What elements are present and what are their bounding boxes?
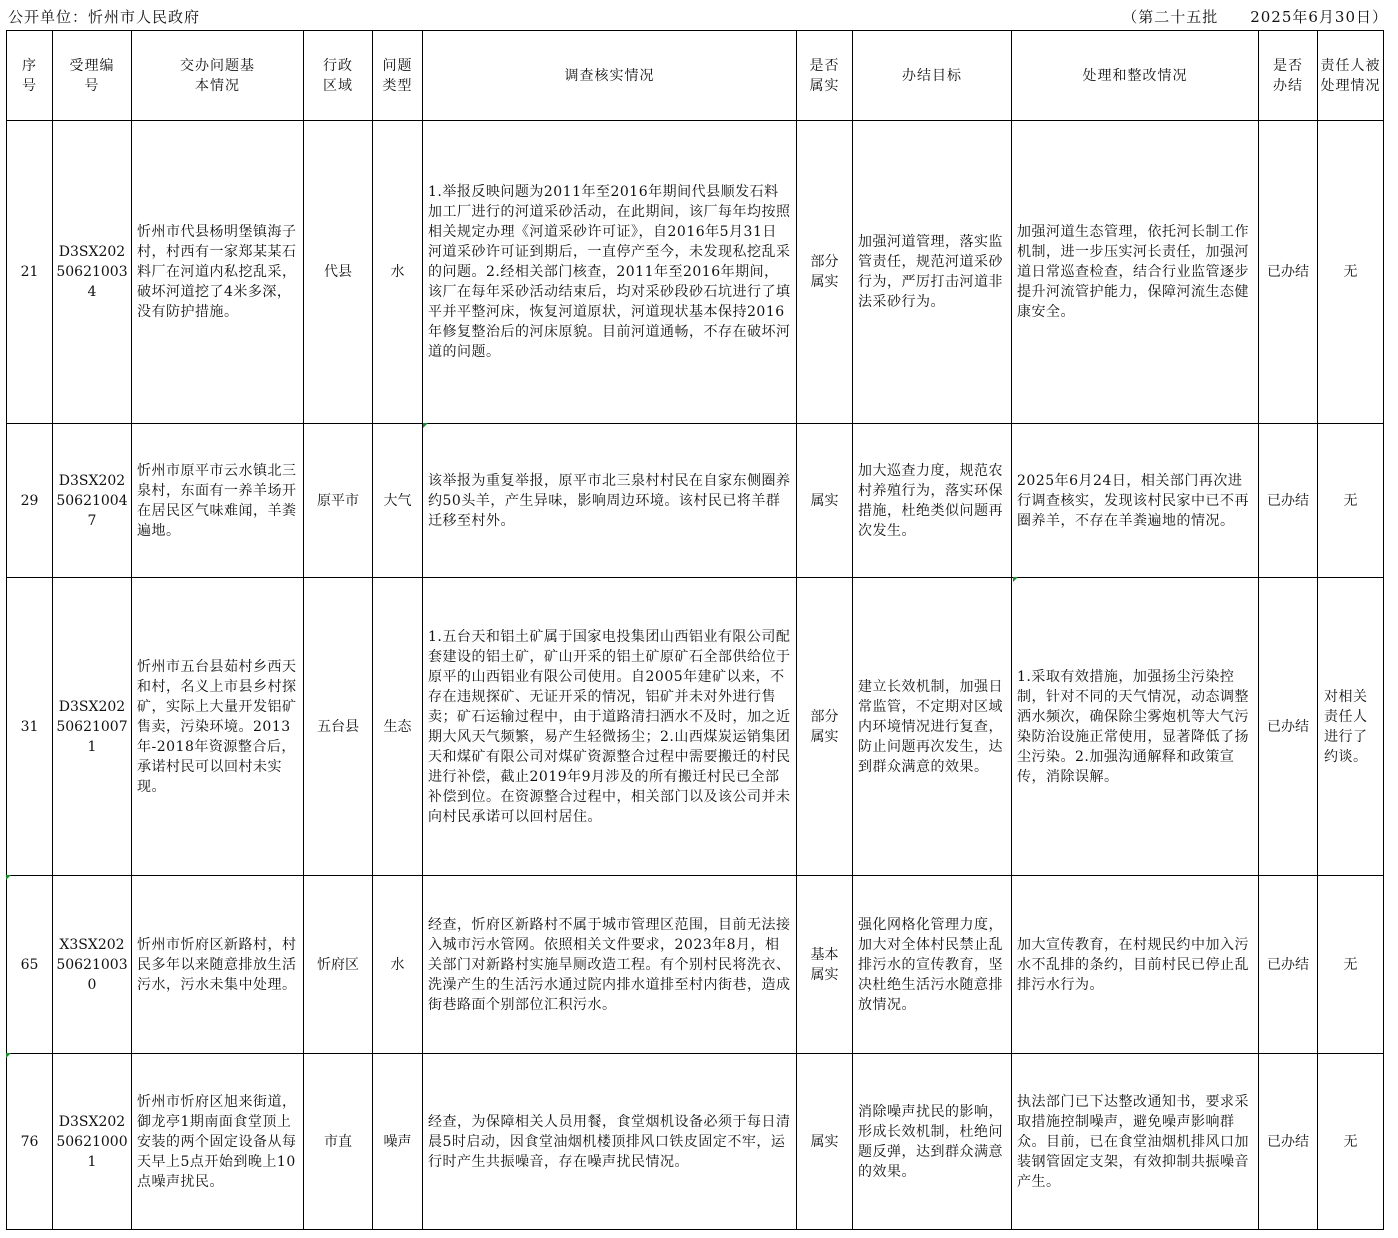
- col-accountability: 责任人被处理情况: [1318, 31, 1384, 121]
- cell-type: 生态: [373, 578, 423, 876]
- cell-investigation: 经查，为保障相关人员用餐，食堂烟机设备必须于每日清晨5时启动，因食堂油烟机楼顶排风口铁皮固定不牢，运行时产生共振噪音，存在噪声扰民情况。: [423, 1054, 797, 1230]
- cell-accountability: 无: [1318, 424, 1384, 578]
- col-type: 问题类型: [373, 31, 423, 121]
- cell-region: 代县: [304, 121, 373, 424]
- cell-problem: 忻州市原平市云水镇北三泉村，东面有一养羊场开在居民区气味难闻，羊粪遍地。: [132, 424, 304, 578]
- cell-region: 原平市: [304, 424, 373, 578]
- cell-verified: 属实: [797, 424, 853, 578]
- cell-handling: 加大宣传教育，在村规民约中加入污水不乱排的条约，目前村民已停止乱排污水行为。: [1012, 876, 1259, 1054]
- cell-handling: 加强河道生态管理，依托河长制工作机制，进一步压实河长责任，加强河道日常巡查检查，结合行业监管逐步提升河流管护能力，保障河流生态健康安全。: [1012, 121, 1259, 424]
- comment-marker: [1013, 577, 1018, 582]
- cell-verified: 部分属实: [797, 578, 853, 876]
- col-goal: 办结目标: [853, 31, 1012, 121]
- cell-seq: 65: [7, 876, 53, 1054]
- cell-goal: 加大巡查力度，规范农村养殖行为，落实环保措施，杜绝类似问题再次发生。: [853, 424, 1012, 578]
- cell-id: X3SX202506210030: [53, 876, 132, 1054]
- comment-marker: [6, 875, 11, 880]
- cell-problem: 忻州市代县杨明堡镇海子村，村西有一家郑某某石料厂在河道内私挖乱采，破坏河道挖了4米多深，没有防护措施。: [132, 121, 304, 424]
- comment-marker: [6, 1053, 11, 1058]
- col-verified: 是否属实: [797, 31, 853, 121]
- cell-goal: 强化网格化管理力度，加大对全体村民禁止乱排污水的宣传教育，坚决杜绝生活污水随意排放情况。: [853, 876, 1012, 1054]
- cell-id: D3SX202506210047: [53, 424, 132, 578]
- cell-investigation: 经查，忻府区新路村不属于城市管理区范围，目前无法接入城市污水管网。依照相关文件要求，2023年8月，相关部门对新路村实施旱厕改造工程。有个别村民将洗衣、洗澡产生的生活污水通过院内排水道排至村内街巷，造成街巷路面个别部位汇积污水。: [423, 876, 797, 1054]
- col-region: 行政区域: [304, 31, 373, 121]
- table-row: [7, 424, 1384, 578]
- cell-problem: 忻州市忻府区新路村，村民多年以来随意排放生活污水，污水未集中处理。: [132, 876, 304, 1054]
- cell-seq: 21: [7, 121, 53, 424]
- publishing-unit: 公开单位：忻州市人民政府: [8, 8, 201, 26]
- cell-type: 水: [373, 876, 423, 1054]
- cell-investigation: 该举报为重复举报，原平市北三泉村村民在自家东侧圈养约50头羊，产生异味，影响周边环境。该村民已将羊群迁移至村外。: [423, 424, 797, 578]
- cell-accountability: 无: [1318, 1054, 1384, 1230]
- batch-date: （第二十五批 2025年6月30日）: [1122, 8, 1388, 26]
- cell-type: 噪声: [373, 1054, 423, 1230]
- cell-type: 水: [373, 121, 423, 424]
- cell-investigation: 1.五台天和铝土矿属于国家电投集团山西铝业有限公司配套建设的铝土矿，矿山开采的铝土矿原矿石全部供给位于原平的山西铝业有限公司使用。自2005年建矿以来，不存在违规探矿、无证开采的情况，铝矿并未对外进行售卖；矿石运输过程中，由于道路清扫洒水不及时，加之近期大风天气频繁，易产生轻微扬尘；2.山西煤炭运销集团天和煤矿有限公司对煤矿资源整合过程中需要搬迁的村民进行补偿，截止2019年9月涉及的所有搬迁村民已全部补偿到位。在资源整合过程中，相关部门以及该公司并未向村民承诺可以回村居住。: [423, 578, 797, 876]
- complaint-table: [6, 30, 1384, 1230]
- cell-done: 已办结: [1259, 424, 1318, 578]
- cell-problem: 忻州市忻府区旭来街道，御龙亭1期南面食堂顶上安装的两个固定设备从每天早上5点开始到晚上10点噪声扰民。: [132, 1054, 304, 1230]
- cell-region: 五台县: [304, 578, 373, 876]
- cell-done: 已办结: [1259, 121, 1318, 424]
- cell-id: D3SX202506210034: [53, 121, 132, 424]
- table-row: [7, 578, 1384, 876]
- cell-seq: 31: [7, 578, 53, 876]
- table-row: [7, 876, 1384, 1054]
- cell-done: 已办结: [1259, 876, 1318, 1054]
- col-done: 是否办结: [1259, 31, 1318, 121]
- table-row: [7, 121, 1384, 424]
- cell-handling: 2025年6月24日，相关部门再次进行调查核实，发现该村民家中已不再圈养羊，不存在羊粪遍地的情况。: [1012, 424, 1259, 578]
- col-id: 受理编号: [53, 31, 132, 121]
- cell-seq: 76: [7, 1054, 53, 1230]
- cell-goal: 加强河道管理，落实监管责任，规范河道采砂行为，严厉打击河道非法采砂行为。: [853, 121, 1012, 424]
- header-row: [7, 31, 1384, 121]
- col-problem: 交办问题基本情况: [132, 31, 304, 121]
- cell-handling: 1.采取有效措施，加强扬尘污染控制，针对不同的天气情况，动态调整洒水频次，确保除尘雾炮机等大气污染防治设施正常使用，显著降低了扬尘污染。2.加强沟通解释和政策宣传，消除误解。: [1012, 578, 1259, 876]
- col-seq: 序号: [7, 31, 53, 121]
- cell-done: 已办结: [1259, 1054, 1318, 1230]
- cell-verified: 部分属实: [797, 121, 853, 424]
- cell-done: 已办结: [1259, 578, 1318, 876]
- cell-investigation: 1.举报反映问题为2011年至2016年期间代县顺发石料加工厂进行的河道采砂活动，在此期间，该厂每年均按照相关规定办理《河道采砂许可证》，自2016年5月31日河道采砂许可证到期后，一直停产至今，未发现私挖乱采的问题。2.经相关部门核查，2011年至2016年期间，该厂在每年采砂活动结束后，均对采砂段砂石坑进行了填平并平整河床，恢复河道原状，河道现状基本保持2016年修复整治后的河床原貌。目前河道通畅，不存在破坏河道的问题。: [423, 121, 797, 424]
- cell-type: 大气: [373, 424, 423, 578]
- cell-goal: 建立长效机制，加强日常监管，不定期对区域内环境情况进行复查，防止问题再次发生，达到群众满意的效果。: [853, 578, 1012, 876]
- cell-handling: 执法部门已下达整改通知书，要求采取措施控制噪声，避免噪声影响群众。目前，已在食堂油烟机排风口加装钢管固定支架，有效抑制共振噪音产生。: [1012, 1054, 1259, 1230]
- col-handling: 处理和整改情况: [1012, 31, 1259, 121]
- cell-goal: 消除噪声扰民的影响，形成长效机制，杜绝问题反弹，达到群众满意的效果。: [853, 1054, 1012, 1230]
- table-row: [7, 1054, 1384, 1230]
- cell-accountability: 对相关责任人进行了约谈。: [1318, 578, 1384, 876]
- cell-accountability: 无: [1318, 121, 1384, 424]
- cell-region: 市直: [304, 1054, 373, 1230]
- cell-accountability: 无: [1318, 876, 1384, 1054]
- cell-verified: 属实: [797, 1054, 853, 1230]
- cell-id: D3SX202506210001: [53, 1054, 132, 1230]
- cell-id: D3SX202506210071: [53, 578, 132, 876]
- cell-verified: 基本属实: [797, 876, 853, 1054]
- cell-region: 忻府区: [304, 876, 373, 1054]
- cell-problem: 忻州市五台县茹村乡西天和村，名义上市县乡村探矿，实际上大量开发铝矿售卖，污染环境。2013年-2018年资源整合后，承诺村民可以回村未实现。: [132, 578, 304, 876]
- comment-marker: [423, 423, 428, 428]
- document-header: [0, 0, 1398, 30]
- cell-seq: 29: [7, 424, 53, 578]
- col-investigation: 调查核实情况: [423, 31, 797, 121]
